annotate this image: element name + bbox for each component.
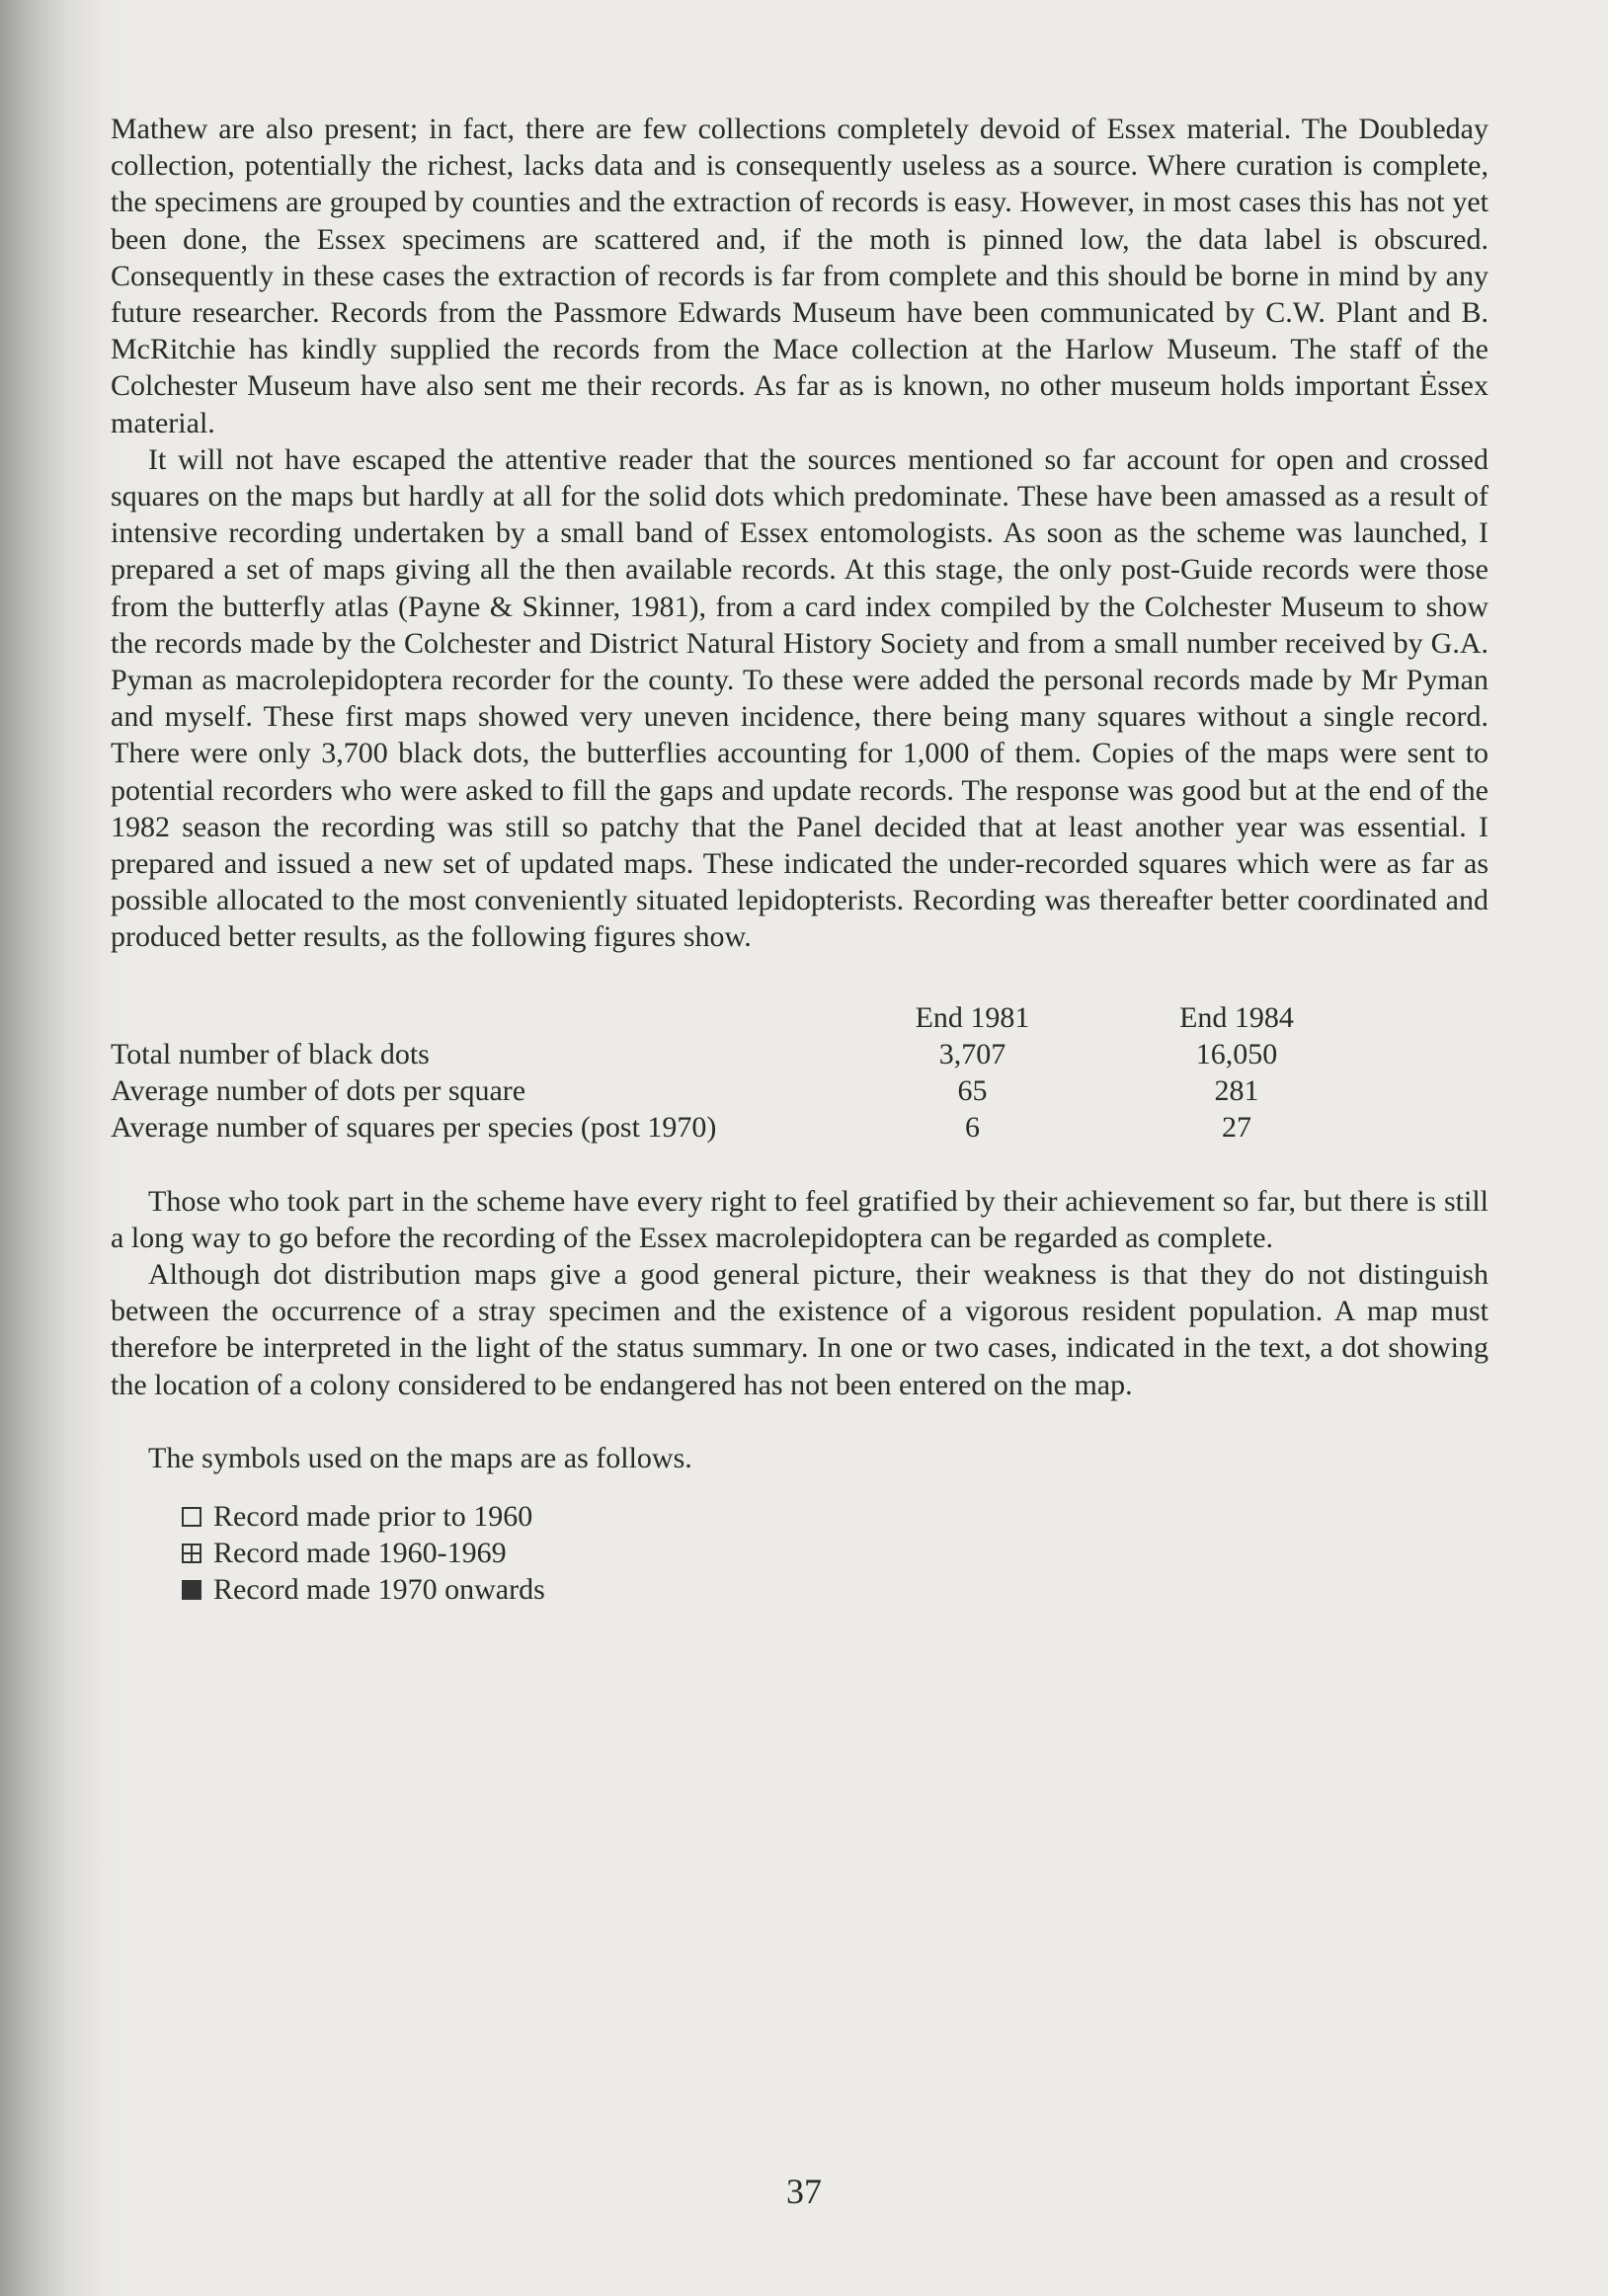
open-square-icon (182, 1507, 201, 1527)
legend-label: Record made 1970 onwards (213, 1573, 545, 1606)
paragraph-recording-scheme: It will not have escaped the attentive reader that the sources mentioned so far account for open and crossed squares on the maps but hardly at all for the solid dots which predominate. These have been amassed as a result of intensive recording undertaken by a small band of Essex entomologists. As soon as the scheme was launched, I prepared a set of maps giving all the then available records. At this stage, the only post-Guide records were those from the butterfly atlas (Payne & Skinner, 1981), from a card index compiled by the Colchester Museum to show the records made by the Colchester and District Natural History Society and from a small number received by G.A. Pyman as macrolepidoptera recorder for the county. To these were added the personal records made by Mr Pyman and myself. These first maps showed very uneven incidence, there being many squares without a single record. There were only 3,700 black dots, the butterflies accounting for 1,000 of them. Copies of the maps were sent to potential recorders who were asked to fill the gaps and update records. The response was good but at the end of the 1982 season the recording was still so patchy that the Panel decided that at least another year was essential. I prepared and issued a new set of updated maps. These indicated the under-recorded squares which were as far as possible allocated to the most conveniently situated lepidopterists. Recording was thereafter better coordinated and produced better results, as the following figures show. (111, 442, 1488, 954)
legend-label: Record made prior to 1960 (213, 1500, 533, 1533)
page-number: 37 (786, 2172, 822, 2211)
figures-table (111, 999, 1370, 1146)
paragraph-symbols-intro: The symbols used on the maps are as follows. (148, 1441, 692, 1474)
table-header-blank (111, 999, 881, 1036)
body-text (111, 111, 1488, 1608)
table-cell-label: Average number of squares per species (post 1970) (111, 1110, 717, 1144)
symbol-legend (182, 1498, 1488, 1608)
table-cell-1981: 65 (957, 1073, 988, 1107)
paragraph-dot-maps: Although dot distribution maps give a good general picture, their weakness is that they do not distinguish between the occurrence of a stray specimen and the existence of a vigorous resident population. A map must therefore be interpreted in the light of the status summary. In one or two cases, indicated in the text, a dot showing the location of a colony considered to be endangered has not been entered on the map. (111, 1258, 1488, 1401)
paragraph-museum-sources: Mathew are also present; in fact, there are few collections completely devoid of Essex material. The Doubleday collection, potentially the richest, lacks data and is consequently useless as a source. Where curation is complete, the specimens are grouped by counties and the extraction of records is easy. However, in most cases this has not yet been done, the Essex specimens are scattered and, if the moth is pinned low, the data label is obscured. Consequently in these cases the extraction of records is far from complete and this should be borne in mind by any future researcher. Records from the Passmore Edwards Museum have been communicated by C.W. Plant and B. McRitchie has kindly supplied the records from the Mace collection at the Harlow Museum. The staff of the Colchester Museum have also sent me their records. As far as is known, no other museum holds important Ėssex material. (111, 113, 1488, 439)
table-row (111, 1036, 1370, 1072)
table-row (111, 1072, 1370, 1109)
legend-item (182, 1535, 1488, 1571)
table-cell-label: Average number of dots per square (111, 1073, 526, 1107)
table-cell-1981: 3,707 (938, 1037, 1006, 1070)
table-cell-label: Total number of black dots (111, 1037, 430, 1070)
table-cell-1984: 281 (1214, 1073, 1259, 1107)
table-header-row (111, 999, 1370, 1036)
paragraph-gratified: Those who took part in the scheme have every right to feel gratified by their achievement so far, but there is still a long way to go before the recording of the Essex macrolepidoptera can be regarded as complete. (111, 1184, 1488, 1254)
table-header-end-1984: End 1984 (1179, 1000, 1294, 1034)
table-cell-1981: 6 (965, 1110, 980, 1144)
legend-item (182, 1571, 1488, 1608)
table-row (111, 1109, 1370, 1146)
legend-item (182, 1498, 1488, 1535)
table-cell-1984: 27 (1222, 1110, 1251, 1144)
solid-square-icon (182, 1580, 201, 1600)
table-header-end-1981: End 1981 (915, 1000, 1030, 1034)
crossed-square-icon (182, 1544, 201, 1563)
table-cell-1984: 16,050 (1195, 1037, 1278, 1070)
legend-label: Record made 1960-1969 (213, 1537, 507, 1569)
